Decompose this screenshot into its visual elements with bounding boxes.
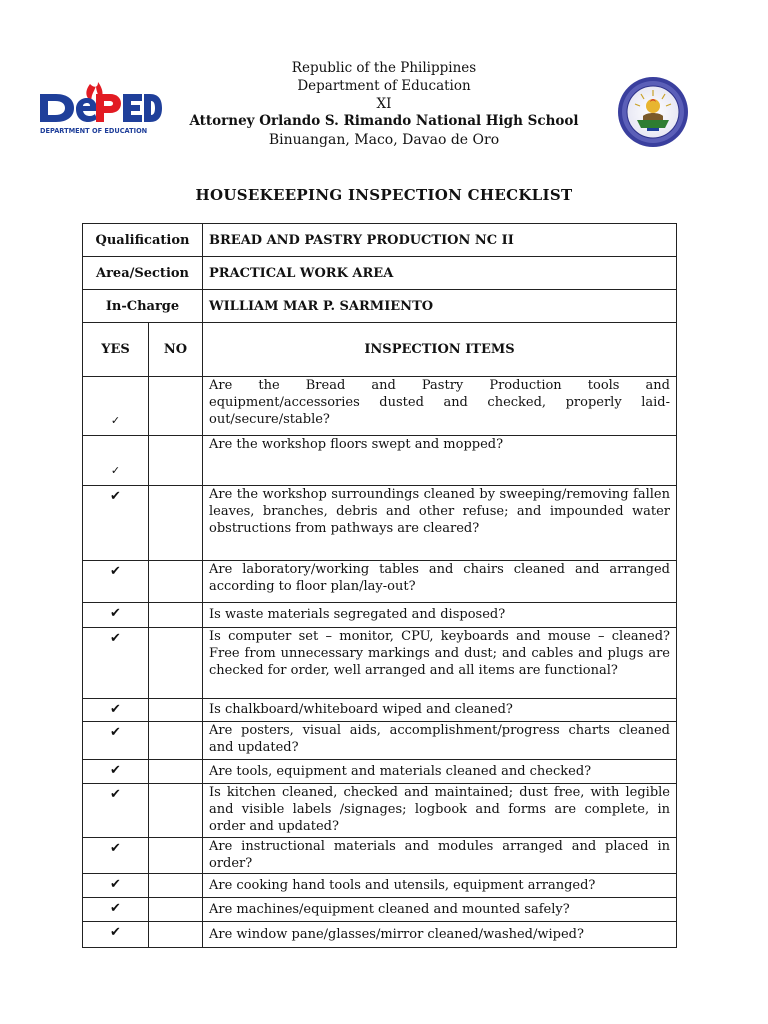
table-row [83,377,677,436]
inspection-item: Is computer set – monitor, CPU, keyboards and mouse – cleaned? Free from unnecessary markings and dust; and cables and plugs are checked for order, well arranged and all items are functional? [203,628,677,699]
qualification-label: Qualification [83,224,203,257]
no-cell [149,699,203,722]
inspection-checklist-table [82,223,677,948]
no-cell [149,722,203,760]
yes-checkmark: ✔ [83,760,149,784]
yes-checkmark: ✔ [83,603,149,628]
table-row [83,838,677,874]
school-seal [617,76,689,148]
deped-logo [38,78,163,138]
school-name: Attorney Orlando S. Rimando National High School [189,113,579,129]
inspection-item: Is kitchen cleaned, checked and maintained; dust free, with legible and visible labels /signages; logbook and forms are complete, in order and updated? [203,784,677,838]
items-column-header: INSPECTION ITEMS [203,323,677,377]
inspection-item: Is chalkboard/whiteboard wiped and cleaned? [203,699,677,722]
inspection-item: Is waste materials segregated and disposed? [203,603,677,628]
table-row [83,486,677,561]
no-cell [149,436,203,486]
inspection-item: Are machines/equipment cleaned and mounted safely? [203,898,677,922]
inspection-item: Are laboratory/working tables and chairs cleaned and arranged according to floor plan/lay-out? [203,561,677,603]
yes-checkmark: ✓ [83,436,149,486]
no-cell [149,377,203,436]
table-row [83,784,677,838]
area-value: PRACTICAL WORK AREA [203,257,677,290]
table-row [83,760,677,784]
table-row [83,699,677,722]
no-column-header: NO [149,323,203,377]
table-row [83,898,677,922]
incharge-row [83,290,677,323]
qualification-row [83,224,677,257]
inspection-item: Are cooking hand tools and utensils, equipment arranged? [203,874,677,898]
table-row [83,603,677,628]
no-cell [149,898,203,922]
inspection-item: Are tools, equipment and materials cleaned and checked? [203,760,677,784]
area-label: Area/Section [83,257,203,290]
inspection-item: Are the workshop surroundings cleaned by sweeping/removing fallen leaves, branches, debris and other refuse; and impounded water obstructions from pathways are cleared? [203,486,677,561]
incharge-label: In-Charge [83,290,203,323]
department-line: Department of Education [297,78,471,94]
yes-checkmark: ✓ [83,377,149,436]
no-cell [149,784,203,838]
column-header-row [83,323,677,377]
yes-checkmark: ✔ [83,722,149,760]
yes-checkmark: ✔ [83,486,149,561]
inspection-item: Are the workshop floors swept and mopped? [203,436,677,486]
no-cell [149,874,203,898]
no-cell [149,628,203,699]
no-cell [149,561,203,603]
yes-checkmark: ✔ [83,874,149,898]
area-row [83,257,677,290]
yes-checkmark: ✔ [83,628,149,699]
region-line: XI [376,96,392,112]
no-cell [149,603,203,628]
table-row [83,561,677,603]
inspection-item: Are window pane/glasses/mirror cleaned/washed/wiped? [203,922,677,948]
school-address: Binuangan, Maco, Davao de Oro [268,132,500,148]
yes-checkmark: ✔ [83,838,149,874]
inspection-item: Are posters, visual aids, accomplishment/progress charts cleaned and updated? [203,722,677,760]
document-title: HOUSEKEEPING INSPECTION CHECKLIST [195,186,573,204]
yes-column-header: YES [83,323,149,377]
republic-line: Republic of the Philippines [291,60,477,76]
yes-checkmark: ✔ [83,699,149,722]
deped-logo-subtext: DEPARTMENT OF EDUCATION [40,127,148,135]
yes-checkmark: ✔ [83,922,149,948]
yes-checkmark: ✔ [83,561,149,603]
inspection-item: Are instructional materials and modules arranged and placed in order? [203,838,677,874]
no-cell [149,486,203,561]
no-cell [149,922,203,948]
no-cell [149,760,203,784]
yes-checkmark: ✔ [83,898,149,922]
yes-checkmark: ✔ [83,784,149,838]
incharge-value: WILLIAM MAR P. SARMIENTO [203,290,677,323]
table-row [83,874,677,898]
qualification-value: BREAD AND PASTRY PRODUCTION NC II [203,224,677,257]
table-row [83,436,677,486]
no-cell [149,838,203,874]
inspection-item: Are the Bread and Pastry Production tools and equipment/accessories dusted and checked, properly laid-out/secure/stable? [203,377,677,436]
table-row [83,922,677,948]
table-row [83,628,677,699]
table-row [83,722,677,760]
